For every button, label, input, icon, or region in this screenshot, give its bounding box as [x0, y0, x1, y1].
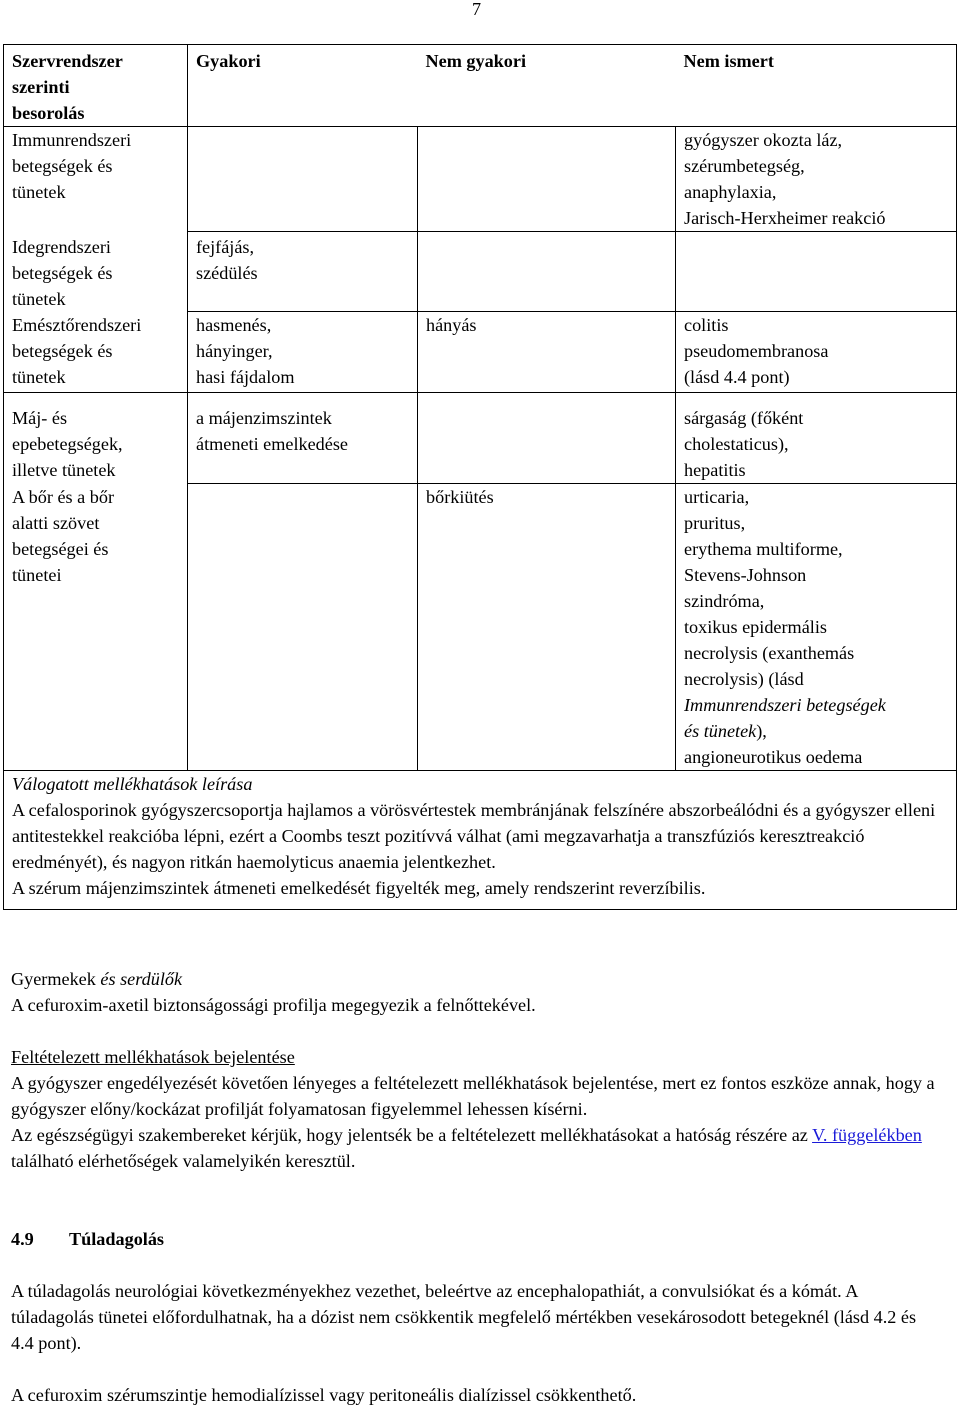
children-title-plain: Gyermekek — [11, 969, 101, 989]
overdose-heading — [11, 1226, 941, 1252]
row-skin-class: A bőr és a bőr alatti szövet betegségei és tünetei — [4, 484, 188, 771]
table-row — [4, 393, 957, 484]
row-immune-common — [188, 127, 418, 232]
reporting-paragraph-2 — [11, 1122, 941, 1174]
row-liver-class: Máj- és epebetegségek, illetve tünetek — [4, 393, 188, 484]
row-nervous-class: Idegrendszeri betegségek és tünetek — [4, 232, 188, 312]
row-nervous-common: fejfájás, szédülés — [188, 232, 418, 312]
children-title — [11, 966, 941, 992]
table-row — [4, 127, 957, 232]
table-description-row — [4, 771, 957, 910]
overdose-paragraph-1: A túladagolás neurológiai következményekhez vezethet, beleértve az encephalopathiát, a convulsiókat és a kómát. A túladagolás tünetei előfordulhatnak, ha a dózist nem csökkentik megfelelő mértékben vesekárosodott betegeknél (lásd 4.2 és 4.4 pont). — [11, 1281, 917, 1353]
row-skin-unknown — [676, 484, 957, 771]
skin-unknown-text: urticaria, pruritus, erythema multiforme, Stevens-Johnson szindróma, toxikus epidermális necrolysis (exanthemás necrolysis) (lásd — [684, 487, 855, 689]
header-organ-class: Szervrendszer szerinti besorolás — [4, 45, 188, 127]
children-title-italic: és serdülők — [100, 969, 183, 989]
skin-unknown-tail: ), angioneurotikus oedema — [684, 721, 863, 767]
overdose-paragraph-2: A cefuroxim szérumszintje hemodialízissel vagy peritoneális dialízissel csökkenthető. — [11, 1385, 637, 1405]
row-liver-common: a májenzimszintek átmeneti emelkedése — [188, 393, 418, 484]
reporting-section — [11, 1044, 941, 1174]
row-gi-class: Emésztőrendszeri betegségek és tünetek — [4, 312, 188, 393]
description-title: Válogatott mellékhatások leírása — [12, 774, 253, 794]
reporting-title: Feltételezett mellékhatások bejelentése — [11, 1047, 295, 1067]
row-immune-uncommon — [418, 127, 676, 232]
table-row — [4, 484, 957, 771]
overdose-section-title: Túladagolás — [69, 1229, 165, 1249]
row-gi-uncommon: hányás — [418, 312, 676, 393]
row-nervous-unknown — [676, 232, 957, 312]
page-number: 7 — [472, 0, 482, 19]
row-skin-uncommon: bőrkiütés — [418, 484, 676, 771]
header-common: Gyakori — [188, 45, 418, 127]
row-immune-unknown: gyógyszer okozta láz, szérumbetegség, anaphylaxia, Jarisch-Herxheimer reakció — [676, 127, 957, 232]
row-gi-unknown: colitis pseudomembranosa (lásd 4.4 pont) — [676, 312, 957, 393]
reporting-paragraph-2-end: található elérhetőségek valamelyikén keresztül. — [11, 1151, 356, 1171]
row-nervous-uncommon — [418, 232, 676, 312]
header-uncommon: Nem gyakori — [418, 45, 676, 127]
header-unknown: Nem ismert — [676, 45, 957, 127]
appendix-v-link[interactable]: V. függelékben — [812, 1125, 922, 1145]
table-row — [4, 232, 957, 312]
selected-reactions-description — [4, 771, 957, 910]
row-gi-common: hasmenés, hányinger, hasi fájdalom — [188, 312, 418, 393]
row-skin-common — [188, 484, 418, 771]
description-paragraph-1: A cefalosporinok gyógyszercsoportja hajlamos a vörösvértestek membránjának felszínére abszorbeálódni és a gyógyszer elleni antitestekkel reakcióba lépni, ezért a Coombs teszt pozitívvá válhat (ami megzavarhatja a transzfúziós keresztreakció eredményét), és nagyon ritkán haemolyticus anaemia jelentkezhet. — [12, 800, 936, 872]
adverse-reactions-table — [3, 44, 957, 910]
table-row — [4, 312, 957, 393]
reporting-paragraph-2-start: Az egészségügyi szakembereket kérjük, hogy jelentsék be a feltételezett mellékhatásokat a hatóság részére az — [11, 1125, 813, 1145]
table-header-row — [4, 45, 957, 127]
children-section — [11, 966, 941, 1018]
skin-unknown-crossref: Immunrendszeri betegségek és tünetek — [684, 695, 886, 741]
children-text: A cefuroxim-axetil biztonságossági profilja megegyezik a felnőttekével. — [11, 995, 536, 1015]
row-liver-uncommon — [418, 393, 676, 484]
row-immune-class: Immunrendszeri betegségek és tünetek — [4, 127, 188, 232]
description-paragraph-2: A szérum májenzimszintek átmeneti emelkedését figyelték meg, amely rendszerint reverzíbilis. — [12, 878, 706, 898]
reporting-paragraph-1: A gyógyszer engedélyezését követően lényeges a feltételezett mellékhatások bejelentése, mert ez fontos eszköze annak, hogy a gyógyszer előny/kockázat profilját folyamatosan figyelemmel lehessen kísérni. — [11, 1073, 935, 1119]
row-liver-unknown: sárgaság (főként cholestaticus), hepatitis — [676, 393, 957, 484]
overdose-section-number: 4.9 — [11, 1229, 34, 1249]
